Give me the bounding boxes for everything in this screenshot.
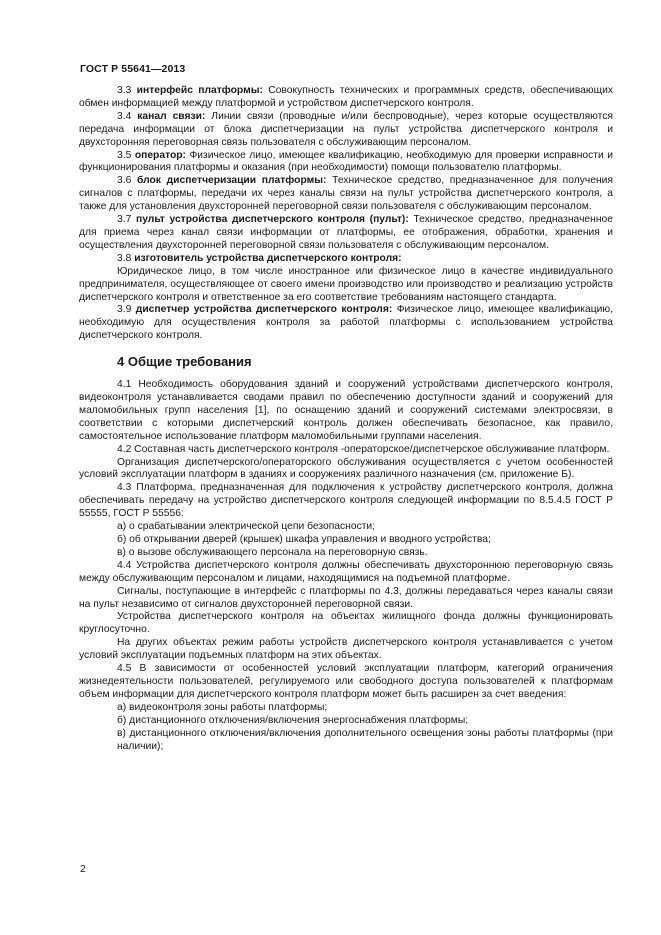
paragraph-4-3: 4.3 Платформа, предназначенная для подключения к устройству диспетчерского контроля, должна обеспечивать передачу на устройство диспетчерского контроля следующей информации по 8.5.4.5 ГОСТ Р 55555, ГОСТ Р 55556: <box>79 482 613 520</box>
term: блок диспетчеризации платформы: <box>137 175 327 187</box>
term: канал связи: <box>137 110 206 122</box>
list-item: в) о вызове обслуживающего персонала на переговорную связь. <box>117 546 428 558</box>
list-item: а) видеоконтроля зоны работы платформы; <box>117 701 328 713</box>
clause-number: 3.8 <box>117 252 132 264</box>
list-item: в) дистанционного отключения/включения дополнительного освещения зоны работы платформы (при наличии); <box>117 727 613 752</box>
definition-text: Совокупность технических и программных средств, обеспечивающих обмен информацией между платформой и устройством диспетчерского контроля. <box>79 85 613 109</box>
section-heading: 4 Общие требования <box>117 354 252 370</box>
paragraph-4-4-signals: Сигналы, поступающие в интерфейс с платформы по 4.3, должны передаваться через каналы связи на пульт независимо от сигналов двухсторонней переговорной связи. <box>79 585 613 610</box>
term: пульт устройства диспетчерского контроля (пульт): <box>136 214 409 226</box>
paragraph-4-4: 4.4 Устройства диспетчерского контроля должны обеспечивать двухстороннюю переговорную связь между обслуживающим персоналом и лицами, находящимися на подъемной платформе. <box>79 559 613 584</box>
definition-3-4 <box>79 111 613 150</box>
clause-number: 3.7 <box>117 214 132 226</box>
document-body <box>79 85 613 753</box>
definition-text: Физическое лицо, имеющее квалификацию, необходимую для проверки исправности и функционирования платформы и оказания (при необходимости) помощи пользователю платформы. <box>79 149 613 174</box>
term: интерфейс платформы: <box>136 85 263 96</box>
term: диспетчер устройства диспетчерского контроля: <box>135 304 393 316</box>
paragraph-4-2-continued: Организация диспетчерского/операторского обслуживания осуществляется с учетом особенностей условий эксплуатации платформ в зданиях и сооружениях различного назначения (см. приложение Б). <box>79 456 613 481</box>
paragraph-4-2: 4.2 Составная часть диспетчерского контроля -операторское/диспетчерское обслуживание платформ. <box>117 443 610 455</box>
paragraph-4-4-other: На других объектах режим работы устройств диспетчерского контроля устанавливается с учетом условий эксплуатации подъемных платформ на этих объектах. <box>79 637 613 662</box>
clause-number: 3.4 <box>117 110 132 122</box>
paragraph-4-4-residential: Устройства диспетчерского контроля на объектах жилищного фонда должны функционировать круглосуточно. <box>79 611 613 636</box>
list-item: б) дистанционного отключения/включения энергоснабжения платформы; <box>117 714 469 726</box>
list-item: б) об открывании дверей (крышек) шкафа управления и вводного устройства; <box>117 534 491 545</box>
definition-3-8-term <box>79 253 613 266</box>
clause-number: 3.3 <box>117 85 132 96</box>
paragraph-4-5: 4.5 В зависимости от особенностей условий эксплуатации платформ, категорий ограничения жизнедеятельности пользователей, регулируемого или свободного доступа пользователей к платформам объем информации для диспетчерского контроля платформ может быть расширен за счет введения: <box>79 663 613 700</box>
definition-3-3 <box>79 85 613 111</box>
definition-text: Физическое лицо, имеющее квалификацию, необходимую для осуществления контроля за работой платформы с использованием устройства диспетчерского контроля. <box>79 304 613 342</box>
definition-3-7 <box>79 214 613 253</box>
term: изготовитель устройства диспетчерского контроля: <box>134 252 402 264</box>
list-item: а) о срабатывании электрической цепи безопасности; <box>117 521 376 533</box>
document-header: ГОСТ Р 55641—2013 <box>80 63 186 75</box>
definition-text: Техническое средство, предназначенное для приема через канал связи информации от платформы, ее отображения, обработки, хранения и осуществления двухсторонней переговорной связи пользователя с обслуживающим персоналом. <box>79 214 613 251</box>
definition-text: Линии связи (проводные и/или беспроводные), через которые осуществляются передача информации от блока диспетчеризации на пульт устройства диспетчерского контроля и двухсторонняя переговорная связь пользователя с обслуживающим персоналом. <box>79 110 613 148</box>
term: оператор: <box>134 149 186 161</box>
clause-number: 3.5 <box>117 149 132 161</box>
definition-3-9 <box>79 304 613 343</box>
definition-3-6 <box>79 175 613 214</box>
definition-3-8-text: Юридическое лицо, в том числе иностранное или физическое лицо в качестве индивидуального предпринимателя, осуществляющее от своего имени производство или производство и реализацию устройств диспетчерского контроля и ответственное за его соответствие требованиям настоящего стандарта. <box>79 265 613 303</box>
paragraph-4-1: 4.1 Необходимость оборудования зданий и сооружений устройствами диспетчерского контроля, видеоконтроля устанавливается сводами правил по обеспечению доступности зданий и сооружений для маломобильных групп населения [1], по оснащению зданий и сооружений системами электросвязи, в соответствии с которыми диспетчерский контроль должен обеспечивать безопасное, как правило, самостоятельное использование платформ маломобильными группами населения. <box>79 379 613 442</box>
clause-number: 3.9 <box>117 304 132 316</box>
clause-number: 3.6 <box>117 175 132 187</box>
definition-3-5 <box>79 150 613 176</box>
definition-text: Техническое средство, предназначенное для получения сигналов с платформы, передачи их через каналы связи на пульт устройства диспетчерского контроля, а также для установления двухсторонней переговорной связи пользователя с обслуживающим персоналом. <box>79 175 613 213</box>
page-number: 2 <box>80 863 86 875</box>
